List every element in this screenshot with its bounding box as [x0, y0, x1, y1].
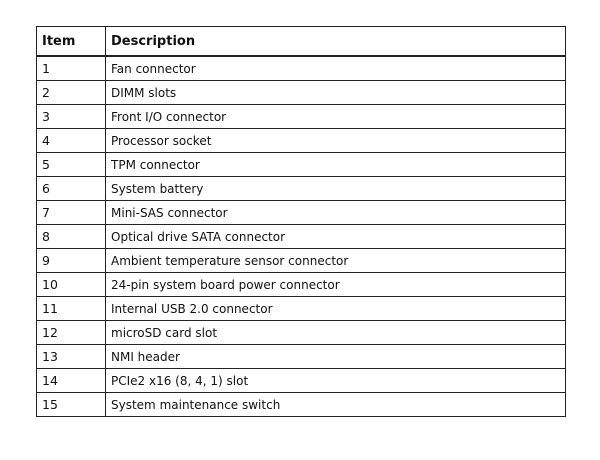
item-number: 7	[37, 201, 106, 225]
item-description: 24-pin system board power connector	[106, 273, 566, 297]
item-description: TPM connector	[106, 153, 566, 177]
item-description: DIMM slots	[106, 81, 566, 105]
table-row	[37, 201, 566, 225]
table-row	[37, 56, 566, 81]
table-row	[37, 225, 566, 249]
table-row	[37, 105, 566, 129]
item-number: 10	[37, 273, 106, 297]
item-description: PCIe2 x16 (8, 4, 1) slot	[106, 369, 566, 393]
item-number: 14	[37, 369, 106, 393]
table-row	[37, 393, 566, 417]
table-row	[37, 249, 566, 273]
table-row	[37, 273, 566, 297]
item-description: System maintenance switch	[106, 393, 566, 417]
item-description: Fan connector	[106, 56, 566, 81]
table-row	[37, 321, 566, 345]
item-number: 11	[37, 297, 106, 321]
component-table	[36, 26, 566, 417]
item-description: Front I/O connector	[106, 105, 566, 129]
item-number: 12	[37, 321, 106, 345]
item-number: 15	[37, 393, 106, 417]
item-number: 13	[37, 345, 106, 369]
item-description: Ambient temperature sensor connector	[106, 249, 566, 273]
item-number: 9	[37, 249, 106, 273]
table-body	[37, 56, 566, 417]
table-row	[37, 369, 566, 393]
table-row	[37, 81, 566, 105]
item-number: 8	[37, 225, 106, 249]
table-row	[37, 129, 566, 153]
table-row	[37, 297, 566, 321]
item-description: Optical drive SATA connector	[106, 225, 566, 249]
item-description: Mini-SAS connector	[106, 201, 566, 225]
item-number: 6	[37, 177, 106, 201]
column-header-item: Item	[37, 27, 106, 57]
table-header	[37, 27, 566, 57]
item-number: 4	[37, 129, 106, 153]
item-number: 1	[37, 56, 106, 81]
item-number: 3	[37, 105, 106, 129]
item-description: NMI header	[106, 345, 566, 369]
header-row	[37, 27, 566, 57]
item-description: Processor socket	[106, 129, 566, 153]
item-description: Internal USB 2.0 connector	[106, 297, 566, 321]
item-number: 2	[37, 81, 106, 105]
column-header-description: Description	[106, 27, 566, 57]
table-row	[37, 345, 566, 369]
item-number: 5	[37, 153, 106, 177]
table-row	[37, 177, 566, 201]
item-description: System battery	[106, 177, 566, 201]
table-row	[37, 153, 566, 177]
item-description: microSD card slot	[106, 321, 566, 345]
